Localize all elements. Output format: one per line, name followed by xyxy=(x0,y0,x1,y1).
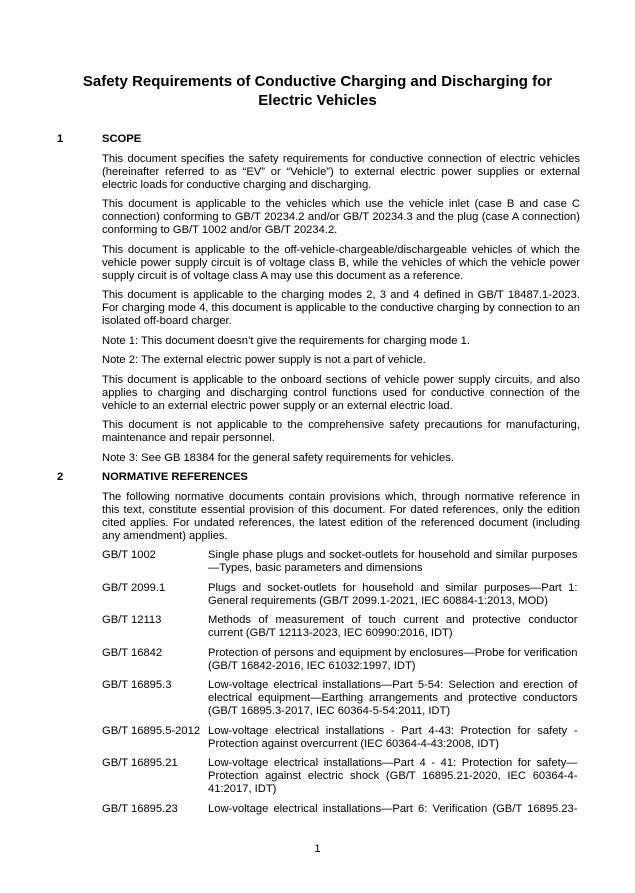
normative-references-intro: The following normative documents contain provisions which, through normative reference in this text, constitute essential provision of this document. For dated references, only the edition cited applies. For undated references, the latest edition of the referenced document (including any amendment) applies. xyxy=(102,490,580,542)
scope-paragraph: This document is applicable to the vehicles which use the vehicle inlet (case B and case C connection) conforming to GB/T 20234.2 and/or GB/T 20234.3 and the plug (case A connection) conforming to GB/T 1002 and/or GB/T 20234.2. xyxy=(102,198,580,236)
reference-code: GB/T 2099.1 xyxy=(102,581,166,594)
reference-row xyxy=(102,757,580,796)
scope-paragraph: This document is not applicable to the comprehensive safety precautions for manufacturing, maintenance and repair personnel. xyxy=(102,419,580,444)
reference-code: GB/T 16895.3 xyxy=(102,679,172,691)
document-body xyxy=(0,133,635,822)
reference-code: GB/T 16895.5-2012 xyxy=(102,724,201,737)
reference-title: Low-voltage electrical installations—Part 4 - 41: Protection for safety—Protection against electric shock (GB/T 16895.21-2020, IEC 60364-4-41:2017, IDT) xyxy=(208,757,578,795)
reference-title: Low-voltage electrical installations - Part 4-43: Protection for safety - Protection against overcurrent (IEC 60364-4-43:2008, IDT) xyxy=(208,724,578,750)
section-number: 1 xyxy=(57,133,64,145)
reference-code: GB/T 16895.23 xyxy=(102,802,178,815)
reference-row xyxy=(102,647,580,673)
reference-title: Plugs and socket-outlets for household and similar purposes—Part 1: General requirements (GB/T 2099.1-2021, IEC 60884-1:2013, MOD) xyxy=(208,581,578,607)
scope-paragraph: This document is applicable to the onboard sections of vehicle power supply circuits, and also applies to charging and discharging control functions used for conductive connection of the vehicle to an external electric power supply or an external electric load. xyxy=(102,373,580,412)
section-title: SCOPE xyxy=(102,133,142,145)
reference-code: GB/T 12113 xyxy=(102,614,162,626)
reference-row xyxy=(102,614,580,640)
reference-code: GB/T 16895.21 xyxy=(102,757,178,769)
reference-title: Low-voltage electrical installations—Part 5-54: Selection and erection of electrical equipment—Earthing arrangements and protective conductors (GB/T 16895.3-2017, IEC 60364-5-54:2011, IDT) xyxy=(208,679,578,717)
section-heading-normative-references xyxy=(0,471,635,484)
reference-row xyxy=(102,725,580,751)
reference-title: Low-voltage electrical installations—Part 6: Verification (GB/T 16895.23- xyxy=(208,802,578,815)
scope-paragraph: This document is applicable to the charging modes 2, 3 and 4 defined in GB/T 18487.1-2023. For charging mode 4, this document is applicable to the conductive charging by connection to an isolated off-board charger. xyxy=(102,289,580,327)
scope-paragraph: This document is applicable to the off-vehicle-chargeable/dischargeable vehicles of which the vehicle power supply circuit is of voltage class B, while the vehicles of which the vehicle power supply circuit is of voltage class A may use this document as a reference. xyxy=(102,243,580,282)
reference-title: Protection of persons and equipment by enclosures—Probe for verification (GB/T 16842-2016, IEC 61032:1997, IDT) xyxy=(208,646,578,672)
reference-row xyxy=(102,582,580,608)
reference-title: Methods of measurement of touch current and protective conductor current (GB/T 12113-2023, IEC 60990:2016, IDT) xyxy=(208,614,578,639)
reference-code: GB/T 1002 xyxy=(102,549,156,561)
scope-note: Note 1: This document doesn’t give the requirements for charging mode 1. xyxy=(102,334,470,347)
reference-title: Single phase plugs and socket-outlets for household and similar purposes—Types, basic parameters and dimensions xyxy=(208,549,578,574)
scope-note: Note 2: The external electric power supply is not a part of vehicle. xyxy=(102,354,426,366)
reference-code: GB/T 16842 xyxy=(102,646,163,659)
document-title: Safety Requirements of Conductive Charging and Discharging for Electric Vehicles xyxy=(82,72,553,109)
reference-row xyxy=(102,679,580,718)
scope-paragraph: This document specifies the safety requirements for conductive connection of electric vehicles (hereinafter referred to as “EV” or “Vehicle”) to external electric power supplies or external electric loads for conductive charging and discharging. xyxy=(102,152,580,191)
scope-note: Note 3: See GB 18384 for the general safety requirements for vehicles. xyxy=(102,451,454,464)
section-heading-scope xyxy=(0,133,635,146)
reference-row xyxy=(102,803,580,816)
reference-row xyxy=(102,549,580,575)
section-title: NORMATIVE REFERENCES xyxy=(102,471,248,483)
page-number: 1 xyxy=(314,842,321,855)
section-number: 2 xyxy=(57,471,64,483)
